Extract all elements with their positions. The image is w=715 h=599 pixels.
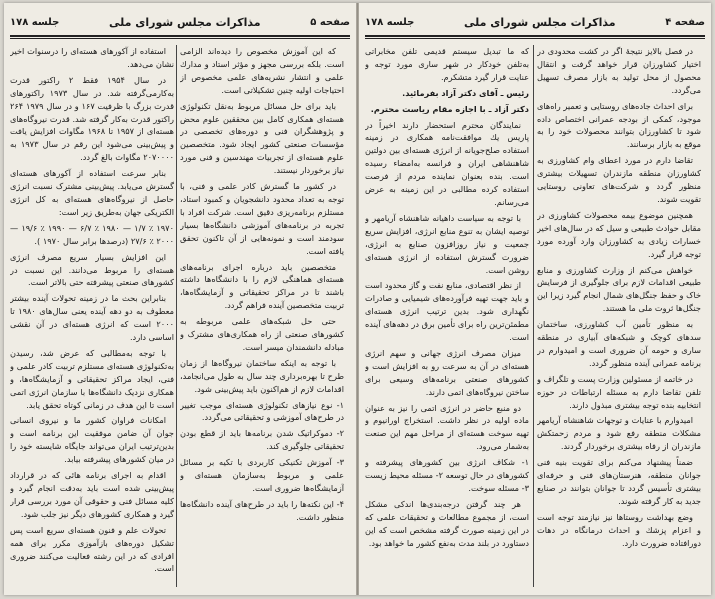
paragraph: ۱- شکاف انرژی بین کشورهای پیشرفته و کشورهای در حال توسعه ۲- مسئله محیط زیست ۳- مسئله سوخت. [365,457,529,493]
paragraph: ضمناً پیشنهاد می‌کنم برای تقویت بنیه فنی جوانان منطقه، هنرستان‌های فنی و حرفه‌ای بیشتری تأسیس گردد تا جوانان بتوانند در صنایع جدید به کار گرفته شوند. [537,457,701,506]
paragraph: با توجه به‌مطالبی که عرض شد، رسیدن به‌تکنولوژی هسته‌ای مستلزم تربیت کادر علمی و فنی، ایجاد مراکز تحقیقاتی و آزمایشگاه‌ها، و همکاری نزدیک دانشگاه‌ها با سازمان انرژی اتمی است تا این هدف در زمانی کوتاه تحقق یابد. [10,347,174,410]
header-rule-thin [10,38,350,39]
paragraph: اقدام به اجرای برنامه هائی که در قرارداد پیش‌بینی شده است باید به‌دقت انجام گیرد و کلیه مسائل فنی و حقوقی آن مورد بررسی قرار گیرد و همکاری کشورهای دیگر نیز جلب شود. [10,470,174,519]
session-number: جلسه ۱۷۸ [365,16,415,28]
paragraph: برای احداث جاده‌های روستایی و تعمیر راه‌های موجود، کمکی از بودجه عمرانی اختصاص داده شود تا کشاورزان بتوانند محصولات خود را به موقع به بازار برسانند. [537,100,701,150]
paragraph: امکانات فراوان کشور ما و نیروی انسانی جوان آن ضامن موفقیت این برنامه است و بدین‌ترتیب ایران می‌تواند جایگاه شایسته خود را در میان کشورهای پیشرفته بیابد. [10,415,174,465]
paragraph: رئیس ـ آقای دکتر آزاد بفرمائید. [402,87,529,98]
text-column-right [537,45,701,587]
session-number: جلسه ۱۷۸ [10,16,60,28]
left-page [4,3,356,595]
paragraph: در خاتمه از مسئولین وزارت پست و تلگراف و تلفن تقاضا دارم به مسئله ارتباطات در حوزه انتخابیه بنده توجه بیشتری مبذول دارند. [537,373,701,410]
document-spread [4,3,711,595]
text-column-left [10,45,174,587]
paragraph: با توجه به سیاست داهیانه شاهنشاه آریامهر و توصیه ایشان به تنوع منابع انرژی، افزایش سریع جمعیت و نیاز روزافزون صنایع به انرژی، ضرورت گسترش استفاده از انرژی هسته‌ای روشن است. [365,212,529,275]
paragraph: بنابر سرعت استفاده از آکورهای هسته‌ای گسترش می‌یابد. پیش‌بینی مشترک نسبت انرژی حاصل از نیروگاه‌های هسته‌ای به کل انرژی الکتریکی جهان به‌طریق زیر است: [10,168,174,217]
paragraph: تقاضا دارم در مورد اعطای وام کشاورزی به کشاورزان منطقه مازندران تسهیلات بیشتری منظور گردد و شرکت‌های تعاونی روستایی تقویت شوند. [537,155,701,204]
paragraph: بنابراین بحث ما در زمینه تحولات آینده بیشتر معطوف به دو دهه آینده یعنی سال‌های ۱۹۸۰ تا ۲۰۰۰ است که انرژی هسته‌ای در آن نقشی اساسی دارد. [10,293,174,343]
paragraph: در فصل بالایز نتیجهٔ اگر در کشت محدودی در اختیار کشاورزان قرار خواهد گرفت و انتقال محصول از محل تولید به بازار مصرف تسهیل می‌گردد. [537,46,701,95]
paragraph: از نظر اقتصادی، منابع نفت و گاز محدود است و باید جهت تهیه فرآورده‌های شیمیایی و صادرات نگهداری شود. بدین ترتیب انرژی هسته‌ای مطمئن‌ترین راه برای تأمین برق در دهه‌های آینده است. [365,280,529,343]
journal-title: مذاکرات مجلس شورای ملی [109,15,261,29]
paragraph: دکتر آزاد ـ با اجازه مقام ریاست محترم. [370,103,529,114]
paragraph: که این آموزش مخصوص را دیده‌اند الزامی است. بلکه بررسی مجهز و مؤثر استاد و مدارك علمی و انتشار نشریه‌های علمی مخصوص از احتیاجات اولیه چنین تشکیلاتی است. [180,46,344,95]
paragraph: ۱- نوع نیازهای تکنولوژی هسته‌ای موجب تغییر در طرح‌های آموزشی و تحقیقاتی می‌گردد. [180,399,344,423]
page-header [365,11,705,33]
paragraph: میزان مصرف انرژی جهانی و سهم انرژی هسته‌ای در آن به سرعت رو به افزایش است و کشورهای صنعتی برنامه‌های وسیعی برای ساختن نیروگاه‌های اتمی دارند. [365,347,529,397]
page-number: صفحه ۵ [310,16,350,28]
column-divider [176,45,177,587]
paragraph: تحولات علم و فنون هسته‌ای سریع است پس تشکیل دوره‌های بازآموزی مکرر برای همه افرادی که در این رشته فعالیت می‌کنند ضروری است. [10,524,174,574]
header-rule-thin [365,38,705,39]
paragraph: که ما تبدیل سیستم قدیمی تلفن مخابراتی به‌تلفن خودکار در شهر ساری مورد توجه و عنایت قرار گیرد متشکرم. [365,46,529,82]
paragraph: در کشور ما گسترش کادر علمی و فنی، با توجه به تعداد محدود دانشجویان و کمبود استاد، مستلزم برنامه‌ریزی دقیق است. شرکت افراد با تجربه در برنامه‌های آموزشی دانشگاه‌ها بسیار سودمند است و نمونه‌هایی از آن تاکنون تحقق یافته است. [180,181,344,256]
header-rule [10,35,350,37]
paragraph: با توجه به اینکه ساختمان نیروگاه‌ها از زمان طرح تا بهره‌برداری چند سال به طول می‌انجامد، اقدامات لازم از هم‌اکنون باید پیش‌بینی شود. [180,357,344,394]
paragraph: همچنین موضوع بیمه محصولات کشاورزی در مقابل حوادث طبیعی و سیل که در سال‌های اخیر خسارات زیادی به کشاورزان وارد آورده مورد توجه قرار گیرد. [537,209,701,259]
paragraph: این افزایش بسیار سریع مصرف انرژی هسته‌ای را مربوط می‌دانند. این نسبت در کشورهای صنعتی پیشرفته حتی بالاتر است. [10,251,174,288]
paragraph: به منظور تأمین آب کشاورزی، ساختمان سدهای کوچک و شبکه‌های آبیاری در منطقه ساری و حومه آن ضروری است و امیدوارم در برنامه عمرانی آینده منظور گردد. [537,319,701,368]
column-divider [533,45,534,587]
paragraph: وضع بهداشت روستاها نیز نیازمند توجه است و اعزام پزشك و احداث درمانگاه در دهات دورافتاده ضرورت دارد. [537,511,701,548]
paragraph: باید برای حل مسائل مربوط به‌نقل تکنولوژی هسته‌ای همکاری کامل بین محققین علوم محض و پژوهشگران فنی و دوره‌های تخصصی در مؤسسات صنعتی کشور ایجاد شود. متخصصین علوم هسته‌ای از تجربیات مهندسین و فنی مورد نیاز برخوردار نیستند. [180,100,344,176]
paragraph: نمایندگان محترم استحضار دارند اخیراً در پاریس یك موافقت‌نامه همکاری در زمینه استفاده صلح‌جویانه از انرژی هسته‌ای بین دولتین شاهنشاهی ایران و فرانسه به‌امضاء رسیده است. بنده بعنوان نماینده مردم از فرصت استفاده کرده مطالبی در این زمینه به عرض می‌رسانم. [365,119,529,207]
paragraph: امیدوارم با عنایات و توجهات شاهنشاه آریامهر مشکلات منطقه رفع شود و مردم زحمتکش مازندران از رفاه بیشتری برخوردار گردند. [537,415,701,452]
paragraph: دو منبع حاضر در انرژی اتمی را نیز به عنوان ماده اولیه در نظر داشت. استخراج اورانیوم و تهیه سوخت هسته‌ای از مراحل مهم این صنعت به‌شمار می‌رود. [365,402,529,452]
paragraph: ۴- این نکته‌ها را باید در طرح‌های آینده دانشگاه‌ها منظور داشت. [180,498,344,522]
paragraph: استفاده از آکورهای هسته‌ای را درسنوات اخیر نشان می‌دهد. [10,46,174,69]
paragraph: متخصصین باید درباره اجرای برنامه‌های هسته‌ای هماهنگی لازم را با دانشگاه‌ها داشته باشند تا در مراکز تحقیقاتی و آزمایشگاه‌ها، تربیت متخصصین آینده فراهم گردد. [180,261,344,311]
paragraph: ۲- دموکراتیک شدن برنامه‌ها باید از قطع بودن تحقیقاتی جلوگیری کند. [180,428,344,452]
journal-title: مذاکرات مجلس شورای ملی [464,15,616,29]
page-number: صفحه ۴ [665,16,705,28]
paragraph: هر چند گرفتن درجه‌بندی‌ها اندکی مشکل است، از مجموع مطالعات و تحقیقات علمی که در این زمینه صورت گرفته مشخص است که این دستاورد در بلند مدت به‌نفع کشور ما خواهد بود. [365,498,529,548]
text-column-left [365,45,529,587]
page-header [10,11,350,33]
paragraph: ۳- آموزش تکنیکی کاربردی با تکیه بر مسائل علمی و مربوط به‌سازمان هسته‌ای و آزمایشگاه‌ها ضروری است. [180,457,344,493]
paragraph: حتی حل شبکه‌های علمی مربوطه به کشورهای صنعتی از راه همکاری‌های مشترک و مبادله دانشمندان میسر است. [180,316,344,352]
paragraph: ۱۹۷۰ ٪ ۱/۷ — ۱۹۸۰ ٪ ۶/۷ — ۱۹۹۰ ٪ ۱۹/۶ — ۲۰۰۰ ٪ ۲۷/۶ (درصدها برابر سال ۱۹۷۰ ). [10,222,174,246]
paragraph: در سال ۱۹۵۴ فقط ۲ راکتور قدرت به‌کارمی‌گرفته شد. در سال ۱۹۷۳ راکتورهای قدرت بزرگ با ظرفیت ۱۶۷ و در سال ۱۹۷۹ ۲۶۴ راکتور قدرت به‌کار گرفته شد. قدرت نیروگاه‌های هسته‌ای از ۱۹۵۷ تا ۱۹۶۸ مگاوات افزایش یافت و پیش‌بینی می‌شود این رقم در سال ۱۹۷۳ به ۲۰۷۰۰۰۰ مگاوات بالغ گردد. [10,74,174,163]
paragraph: خواهش می‌کنم از وزارت کشاورزی و منابع طبیعی اقدامات لازم برای جلوگیری از فرسایش خاک و حفظ جنگل‌های شمال انجام گیرد زیرا این جنگل‌ها ثروت ملی ما هستند. [537,264,701,314]
right-page [359,3,711,595]
header-rule [365,35,705,37]
text-column-right [180,45,344,587]
